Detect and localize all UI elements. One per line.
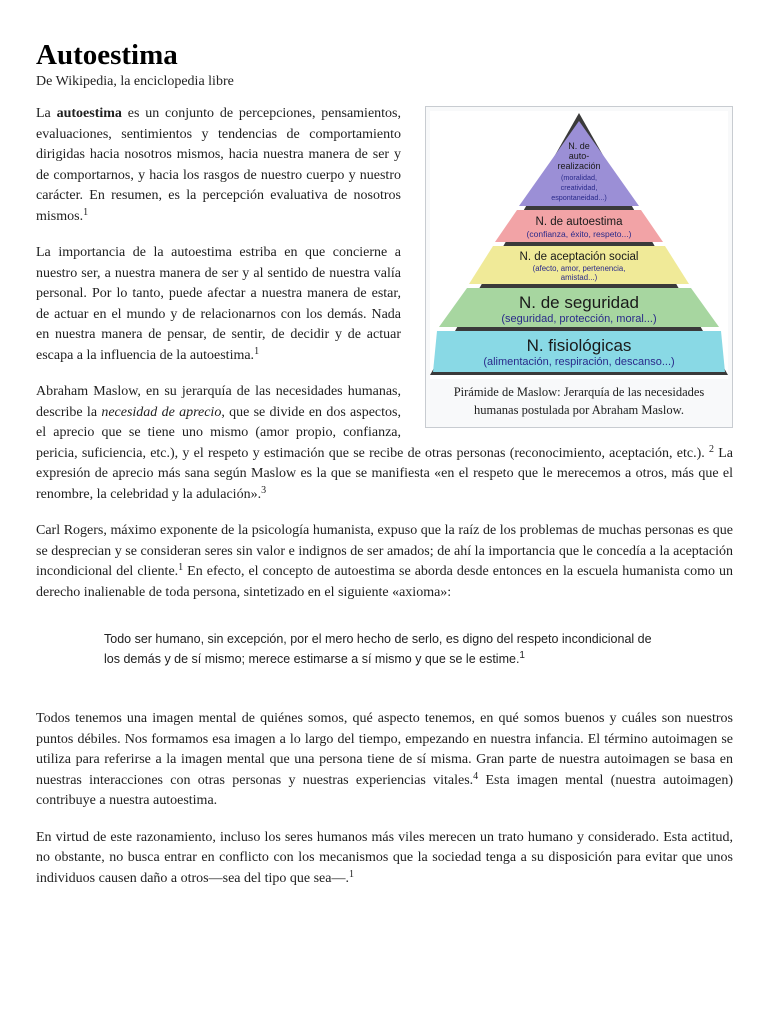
tier2-detail: (confianza, éxito, respeto...) (526, 229, 632, 239)
reference-link[interactable]: 4 (473, 770, 479, 782)
tier2-title: N. de autoestima (535, 216, 623, 228)
page-title: Autoestima (36, 39, 178, 71)
reference-link[interactable]: 1 (178, 562, 184, 573)
paragraph-5: Todos tenemos una imagen mental de quiénes somos, qué aspecto tenemos, en qué somos buenos y cuáles son nuestros puntos débiles. Nos formamos esa imagen a lo largo del tiempo, empezando en nuestra infancia. El término autoimagen se utiliza para referirse a la imagen mental que una persona tiene de sí misma. Gran parte de nuestra autoimagen se basa en nuestras interacciones con otras personas y nuestras experiencias vitales.$^4$ Esta imagen mental (nuestra autoimagen) contribuye a nuestra autoestima. (36, 711, 733, 808)
reference-link[interactable]: 3 (261, 484, 267, 496)
tier1-title-line3: realización (557, 161, 601, 171)
tier1-title-line2: auto- (568, 151, 590, 161)
tier3-title: N. de aceptación social (519, 251, 639, 263)
tier3-detail-line2: amistad...) (560, 273, 598, 282)
tier3-detail-line1: (afecto, amor, pertenencia, (532, 264, 626, 273)
tier1-detail-line3: espontaneidad...) (551, 193, 607, 202)
article (36, 38, 733, 905)
tier4-detail: (seguridad, protección, moral...) (501, 313, 657, 325)
maslow-pyramid[interactable] (430, 111, 728, 379)
axiom-quote: Todo ser humano, sin excepción, por el mero hecho de serlo, es digno del respeto incondicional de los demás y de sí mismo; merece estimarse a sí mismo y que se le estime.$^1$ (104, 632, 652, 666)
page-subtitle: De Wikipedia, la enciclopedia libre (36, 74, 234, 89)
reference-link[interactable]: 1 (83, 206, 89, 218)
paragraph-6: En virtud de este razonamiento, incluso los seres humanos más viles merecen un trato humano y considerado. Esta actitud, no obstante, no busca entrar en conflicto con los mecanismos que la sociedad tenga a su disposición para evitar que unos individuos causen daño a otros—sea del tipo que sea—.$^1$ (36, 829, 733, 886)
tier5-title: N. fisiológicas (526, 336, 632, 355)
tier4-title: N. de seguridad (518, 293, 640, 312)
reference-link[interactable]: 2 (709, 443, 714, 455)
reference-link[interactable]: 1 (519, 650, 525, 661)
maslow-figure[interactable] (425, 106, 733, 428)
figure-caption: Pirámide de Maslow: Jerarquía de las necesidades humanas postulada por Abraham Maslow. (453, 385, 705, 417)
paragraph-1: La autoestima es un conjunto de percepciones, pensamientos, evaluaciones, sentimientos y tendencias de comportamiento dirigidas hacia nosotros mismos, hacia nuestra manera de ser y de comportarnos, y hacia los rasgos de nuestro cuerpo y nuestro carácter. En resumen, es la percepción evaluativa de nosotros mismos.$^1$ (36, 106, 401, 224)
tier1-detail-line2: creatividad, (560, 183, 598, 192)
paragraph-3: Abraham Maslow, en su jerarquía de las necesidades humanas, describe la necesidad de aprecio, que se divide en dos aspectos, el aprecio que se tiene uno mismo (amor propio, confianza, pericia, suficiencia, etc.), y el respeto y estimación que se recibe de otras personas (reconocimiento, aceptación, etc.). $^2$ La expresión de aprecio más sana según Maslow es la que se manifiesta «en el respeto que le merecemos a otros, más que el renombre, la celebridad y la adulación».$^3$ (36, 384, 734, 502)
tier5-detail: (alimentación, respiración, descanso...) (483, 356, 675, 368)
reference-link[interactable]: 1 (348, 868, 354, 880)
term-autoestima: autoestima (56, 106, 122, 121)
reference-link[interactable]: 1 (254, 345, 260, 357)
term-necesidad-de-aprecio: necesidad de aprecio (101, 404, 222, 420)
paragraph-4: Carl Rogers, máximo exponente de la psicología humanista, expuso que la raíz de los problemas de muchas personas es que se desprecian y se consideran seres sin valor e indignos de ser amados; de ahí la importancia que le concedía a la aceptación incondicional del cliente.$^1$ En efecto, el concepto de autoestima se aborda desde entonces en la escuela humanista como un derecho inalienable de toda persona, sintetizado en el siguiente «axioma»: (36, 523, 733, 600)
tier1-title-line1: N. de (568, 141, 590, 151)
paragraph-2: La importancia de la autoestima estriba en que concierne a nuestro ser, a nuestra manera de ser y al sentido de nuestra valía personal. Por lo tanto, puede afectar a nuestra manera de estar, de actuar en el mundo y de relacionarnos con los demás. Nada en nuestra manera de pensar, de sentir, de decidir y de actuar escapa a la influencia de la autoestima.$^1$ (36, 245, 401, 363)
tier1-detail-line1: (moralidad, (561, 173, 597, 182)
